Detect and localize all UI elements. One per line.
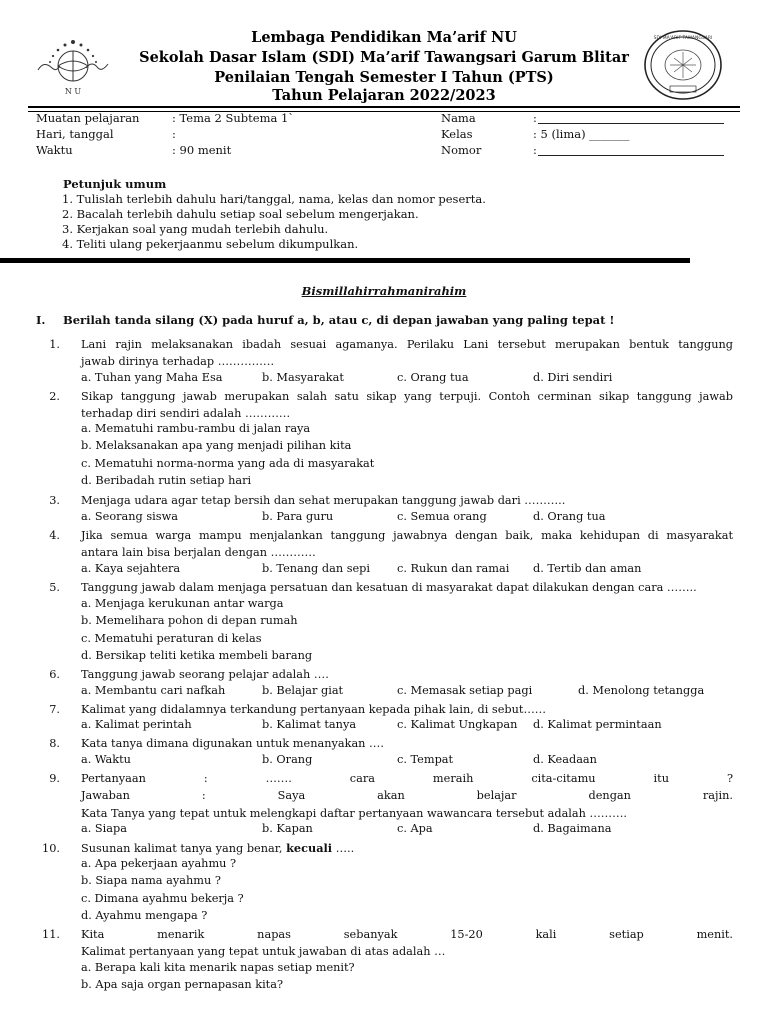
answer-option[interactable]: c. Mematuhi peraturan di kelas xyxy=(81,631,262,645)
value-kelas: : 5 (lima) _______ xyxy=(533,127,630,141)
emphasis-word: kecuali xyxy=(286,841,333,855)
section-number: I. xyxy=(36,313,46,327)
petunjuk-item-3: 3. Kerjakan soal yang mudah terlebih dahulu. xyxy=(62,222,329,236)
nama-field[interactable] xyxy=(538,112,724,124)
answer-option[interactable]: a. Siapa xyxy=(81,822,127,835)
info-left xyxy=(36,110,336,158)
answer-option[interactable]: a. Membantu cari nafkah xyxy=(81,684,226,697)
value-nomor: : xyxy=(533,143,537,157)
question-text-part: ….. xyxy=(332,842,355,855)
answer-option[interactable]: b. Para guru xyxy=(262,510,334,523)
answer-option[interactable]: a. Mematuhi rambu-rambu di jalan raya xyxy=(81,422,311,435)
section-instruction: Berilah tanda silang (X) pada huruf a, b, atau c, di depan jawaban yang paling tepat ! xyxy=(63,313,615,327)
question-text-line: Kata Tanya yang tepat untuk melengkapi daftar pertanyaan wawancara tersebut adalah ………. xyxy=(81,806,627,820)
question-text-line: Kalimat yang didalamnya terkandung pertanyaan kepada pihak lain, di sebut…… xyxy=(81,703,547,716)
question-number: 3. xyxy=(49,494,60,507)
value-muatan: : Tema 2 Subtema 1` xyxy=(172,111,295,125)
question-text-line: Jika semua warga mampu menjalankan tanggung jawabnya dengan baik, maka kehidupan di masyarakat xyxy=(81,529,733,542)
answer-option[interactable]: c. Apa xyxy=(397,822,433,835)
answer-option[interactable]: c. Rukun dan ramai xyxy=(397,562,510,575)
answer-option[interactable]: b. Tenang dan sepi xyxy=(262,562,371,575)
answer-option[interactable]: a. Kalimat perintah xyxy=(81,718,192,731)
seal-text: SDI MA'ARIF TAWANGSARI xyxy=(653,36,713,41)
petunjuk-item-1: 1. Tulislah terlebih dahulu hari/tanggal, nama, kelas dan nomor peserta. xyxy=(62,192,486,206)
school-name: Sekolah Dasar Islam (SDI) Ma’arif Tawangsari Garum Blitar xyxy=(139,49,629,66)
question-text-line: Lani rajin melaksanakan ibadah sesuai agamanya. Perilaku Lani tersebut merupakan bentuk tanggung xyxy=(81,338,733,351)
academic-year: Tahun Pelajaran 2022/2023 xyxy=(272,87,496,104)
answer-option[interactable]: a. Seorang siswa xyxy=(81,510,178,523)
question-number: 2. xyxy=(49,390,60,403)
question-number: 4. xyxy=(49,529,60,542)
label-waktu: Waktu xyxy=(36,143,73,157)
answer-option[interactable]: c. Kalimat Ungkapan xyxy=(397,718,518,731)
answer-option[interactable]: b. Orang xyxy=(262,753,313,766)
question-number: 10. xyxy=(42,842,60,855)
nomor-field[interactable] xyxy=(538,144,724,156)
question-text-line: Jawaban : Saya akan belajar dengan rajin. xyxy=(81,789,733,803)
answer-option[interactable]: a. Kaya sejahtera xyxy=(81,562,181,575)
answer-option[interactable]: d. Tertib dan aman xyxy=(533,562,642,575)
question-text-line: Pertanyaan : ……. cara meraih cita-citamu itu ? xyxy=(81,772,733,785)
answer-option[interactable]: b. Kalimat tanya xyxy=(262,718,357,731)
petunjuk-item-4: 4. Teliti ulang pekerjaanmu sebelum dikumpulkan. xyxy=(62,237,359,251)
question-number: 7. xyxy=(49,703,60,716)
answer-option[interactable]: b. Masyarakat xyxy=(262,371,344,384)
label-nama: Nama xyxy=(441,111,476,125)
answer-option[interactable]: c. Dimana ayahmu bekerja ? xyxy=(81,891,244,905)
question-text-line: jawab dirinya terhadap …………… xyxy=(81,355,275,369)
label-kelas: Kelas xyxy=(441,127,473,141)
question-text xyxy=(81,840,733,857)
answer-option[interactable]: b. Siapa nama ayahmu ? xyxy=(81,874,221,888)
answer-option[interactable]: c. Tempat xyxy=(397,753,454,766)
answer-option[interactable]: c. Semua orang xyxy=(397,510,487,523)
answer-option[interactable]: d. Keadaan xyxy=(533,753,597,766)
question-number: 5. xyxy=(49,581,60,594)
question-number: 1. xyxy=(49,338,60,351)
question-text-line: Kita menarik napas sebanyak 15-20 kali setiap menit. xyxy=(81,928,733,941)
value-nama: : xyxy=(533,111,537,125)
answer-option[interactable]: b. Belajar giat xyxy=(262,684,344,697)
answer-option[interactable]: b. Memelihara pohon di depan rumah xyxy=(81,614,298,628)
value-waktu: : 90 menit xyxy=(172,143,232,157)
answer-option[interactable]: d. Diri sendiri xyxy=(533,371,613,384)
institution-title: Lembaga Pendidikan Ma’arif NU xyxy=(251,29,517,46)
question-number: 8. xyxy=(49,737,60,750)
info-right xyxy=(441,110,741,158)
answer-option[interactable]: a. Waktu xyxy=(81,753,131,766)
answer-option[interactable]: c. Orang tua xyxy=(397,371,469,384)
answer-option[interactable]: a. Menjaga kerukunan antar warga xyxy=(81,597,284,610)
question-text-line: Tanggung jawab dalam menjaga persatuan dan kesatuan di masyarakat dapat dilakukan dengan cara …….. xyxy=(81,581,697,594)
question-text-part: Susunan kalimat tanya yang benar, xyxy=(81,842,287,855)
bismillah: Bismillahirrahmanirahim xyxy=(301,284,467,298)
label-nomor: Nomor xyxy=(441,143,482,157)
answer-option[interactable]: d. Bersikap teliti ketika membeli barang xyxy=(81,649,313,663)
answer-option[interactable]: c. Mematuhi norma-norma yang ada di masyarakat xyxy=(81,456,375,470)
petunjuk-item-2: 2. Bacalah terlebih dahulu setiap soal sebelum mengerjakan. xyxy=(62,207,419,221)
question-text-line: Kalimat pertanyaan yang tepat untuk jawaban di atas adalah … xyxy=(81,945,446,959)
answer-option[interactable]: d. Ayahmu mengapa ? xyxy=(81,909,208,923)
answer-option[interactable]: b. Kapan xyxy=(262,822,313,835)
value-hari: : xyxy=(172,127,176,141)
question-text-line: Sikap tanggung jawab merupakan salah satu sikap yang terpuji. Contoh cerminan sikap tanggung jawab xyxy=(81,390,733,403)
answer-option[interactable]: b. Apa saja organ pernapasan kita? xyxy=(81,978,284,992)
answer-option[interactable]: d. Bagaimana xyxy=(533,822,612,835)
answer-option[interactable]: b. Melaksanakan apa yang menjadi pilihan kita xyxy=(81,439,352,453)
nu-logo-text: N U xyxy=(64,87,82,96)
answer-option[interactable]: d. Beribadah rutin setiap hari xyxy=(81,474,252,488)
answer-option[interactable]: d. Menolong tetangga xyxy=(578,684,705,697)
question-number: 9. xyxy=(49,772,60,785)
answer-option[interactable]: c. Memasak setiap pagi xyxy=(397,684,533,697)
petunjuk-title: Petunjuk umum xyxy=(63,177,167,191)
question-text-line: terhadap diri sendiri adalah ………… xyxy=(81,407,291,421)
answer-option[interactable]: d. Orang tua xyxy=(533,510,606,523)
answer-option[interactable]: a. Tuhan yang Maha Esa xyxy=(81,371,223,384)
answer-option[interactable]: a. Berapa kali kita menarik napas setiap menit? xyxy=(81,961,355,974)
question-text-line: Menjaga udara agar tetap bersih dan sehat merupakan tanggung jawab dari ……….. xyxy=(81,494,566,507)
label-muatan: Muatan pelajaran xyxy=(36,111,140,125)
label-hari: Hari, tanggal xyxy=(36,127,114,141)
question-text-line: Kata tanya dimana digunakan untuk menanyakan …. xyxy=(81,737,384,750)
question-number: 11. xyxy=(42,928,60,941)
answer-option[interactable]: a. Apa pekerjaan ayahmu ? xyxy=(81,857,237,870)
section-divider xyxy=(0,258,690,263)
question-text-line: antara lain bisa berjalan dengan ………… xyxy=(81,546,316,560)
exam-title: Penilaian Tengah Semester I Tahun (PTS) xyxy=(214,69,554,86)
question-number: 6. xyxy=(49,668,60,681)
question-text-line: Tanggung jawab seorang pelajar adalah …. xyxy=(81,668,329,681)
answer-option[interactable]: d. Kalimat permintaan xyxy=(533,718,662,731)
